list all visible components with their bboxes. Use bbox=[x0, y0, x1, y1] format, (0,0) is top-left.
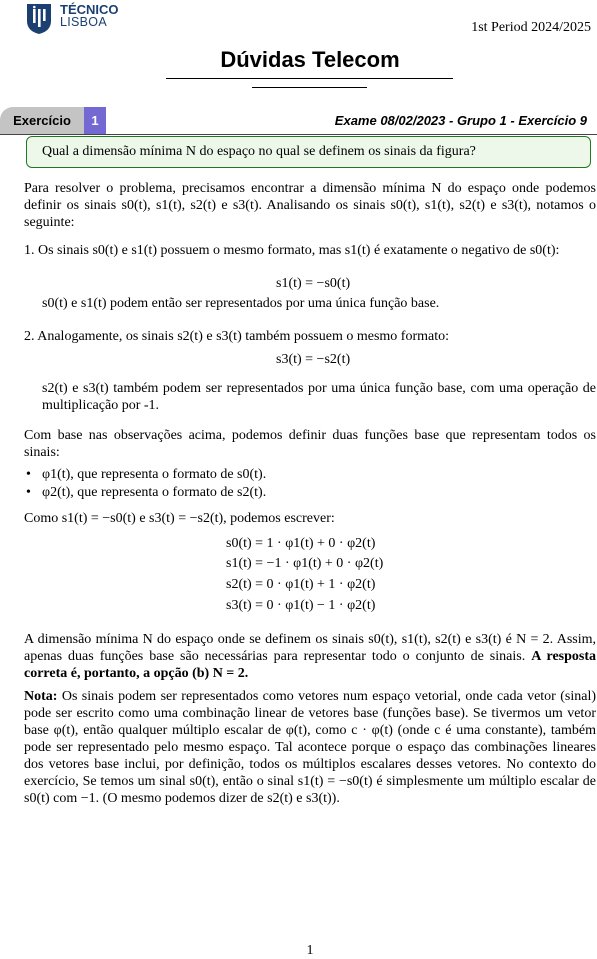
equation-2: s3(t) = −s2(t) bbox=[276, 352, 351, 367]
bullet-marker: • bbox=[26, 467, 31, 482]
bullet-phi2: φ2(t), que representa o formato de s2(t). bbox=[42, 485, 267, 500]
equation-s3: s3(t) = 0 · φ1(t) − 1 · φ2(t) bbox=[226, 598, 376, 613]
equation-s1: s1(t) = −1 · φ1(t) + 0 · φ2(t) bbox=[226, 556, 384, 571]
exercise-label: Exercício bbox=[0, 107, 84, 134]
period-label: 1st Period 2024/2025 bbox=[471, 20, 591, 35]
item-1: 1. Os sinais s0(t) e s1(t) possuem o mesmo formato, mas s1(t) é exatamente o negativo de s0(t): bbox=[24, 243, 560, 258]
basis-intro: Com base nas observações acima, podemos definir duas funções base que representam todos os sinais: bbox=[24, 428, 596, 460]
como-paragraph: Como s1(t) = −s0(t) e s3(t) = −s2(t), podemos escrever: bbox=[24, 511, 335, 526]
logo-text bbox=[60, 3, 119, 29]
tecnico-lisboa-logo bbox=[24, 3, 144, 37]
nota-label: Nota: bbox=[24, 689, 58, 704]
logo-line-2: LISBOA bbox=[60, 15, 107, 29]
item-2-conclusion: s2(t) e s3(t) também podem ser representados por uma única função base, com uma operação de multiplicação por -1. bbox=[42, 381, 596, 413]
answer-text: A resposta correta é, portanto, a opção (b) N = 2. bbox=[24, 649, 597, 681]
intro-paragraph: Para resolver o problema, precisamos encontrar a dimensão mínima N do espaço onde podemos definir os sinais s0(t), s1(t), s2(t) e s3(t). Analisando os sinais s0(t), s1(t), s2(t) e s3(t), notamos o seguinte: bbox=[24, 181, 596, 230]
ist-logo-icon bbox=[24, 3, 54, 35]
item-1-conclusion: s0(t) e s1(t) podem então ser representados por uma única função base. bbox=[42, 296, 440, 311]
equation-s0: s0(t) = 1 · φ1(t) + 0 · φ2(t) bbox=[226, 536, 376, 551]
logo-line-1: TÉCNICO bbox=[60, 2, 119, 17]
equation-s2: s2(t) = 0 · φ1(t) + 1 · φ2(t) bbox=[226, 577, 376, 592]
question-text: Qual a dimensão mínima N do espaço no qual se definem os sinais da figura? bbox=[42, 144, 476, 159]
page-number: 1 bbox=[306, 943, 314, 958]
exercise-bar-line bbox=[0, 134, 597, 135]
exam-reference: Exame 08/02/2023 - Grupo 1 - Exercício 9 bbox=[334, 113, 587, 128]
nota-paragraph bbox=[24, 688, 596, 807]
title-rule bbox=[166, 78, 453, 79]
nota-text: Os sinais podem ser representados como vetores num espaço vetorial, onde cada vetor (sinal) pode ser escrito como uma combinação linear de vetores base (funções base). Se tivermos um vetor base φ(t), então qualquer múltiplo escalar de φ(t), como c · φ(t) (onde c é uma constante), também pode ser representado pelo mesmo espaço. Tal acontece porque o espaço das combinações lineares dos vetores base inclui, por definição, todos os múltiplos escalares desses vetores. No contexto do exercício, Se temos um sinal s0(t), então o sinal s1(t) = −s0(t) é simplesmente um múltiplo escalar de s0(t) com −1. (O mesmo podemos dizer de s2(t) e s3(t)). bbox=[24, 689, 597, 806]
item-2: 2. Analogamente, os sinais s2(t) e s3(t) também possuem o mesmo formato: bbox=[24, 329, 449, 344]
bullet-phi1: φ1(t), que representa o formato de s0(t). bbox=[42, 467, 267, 482]
conclusion-text: A dimensão mínima N do espaço onde se definem os sinais s0(t), s1(t), s2(t) e s3(t) é N = 2. Assim, apenas duas funções base são necessárias para representar todo o conjunto de sinais. bbox=[24, 632, 596, 664]
exercise-number: 1 bbox=[84, 107, 106, 134]
page-title: Dúvidas Telecom bbox=[220, 47, 400, 72]
conclusion-paragraph bbox=[24, 631, 596, 682]
bullet-marker: • bbox=[26, 485, 31, 500]
equation-1: s1(t) = −s0(t) bbox=[276, 276, 351, 291]
title-subrule bbox=[252, 87, 367, 88]
